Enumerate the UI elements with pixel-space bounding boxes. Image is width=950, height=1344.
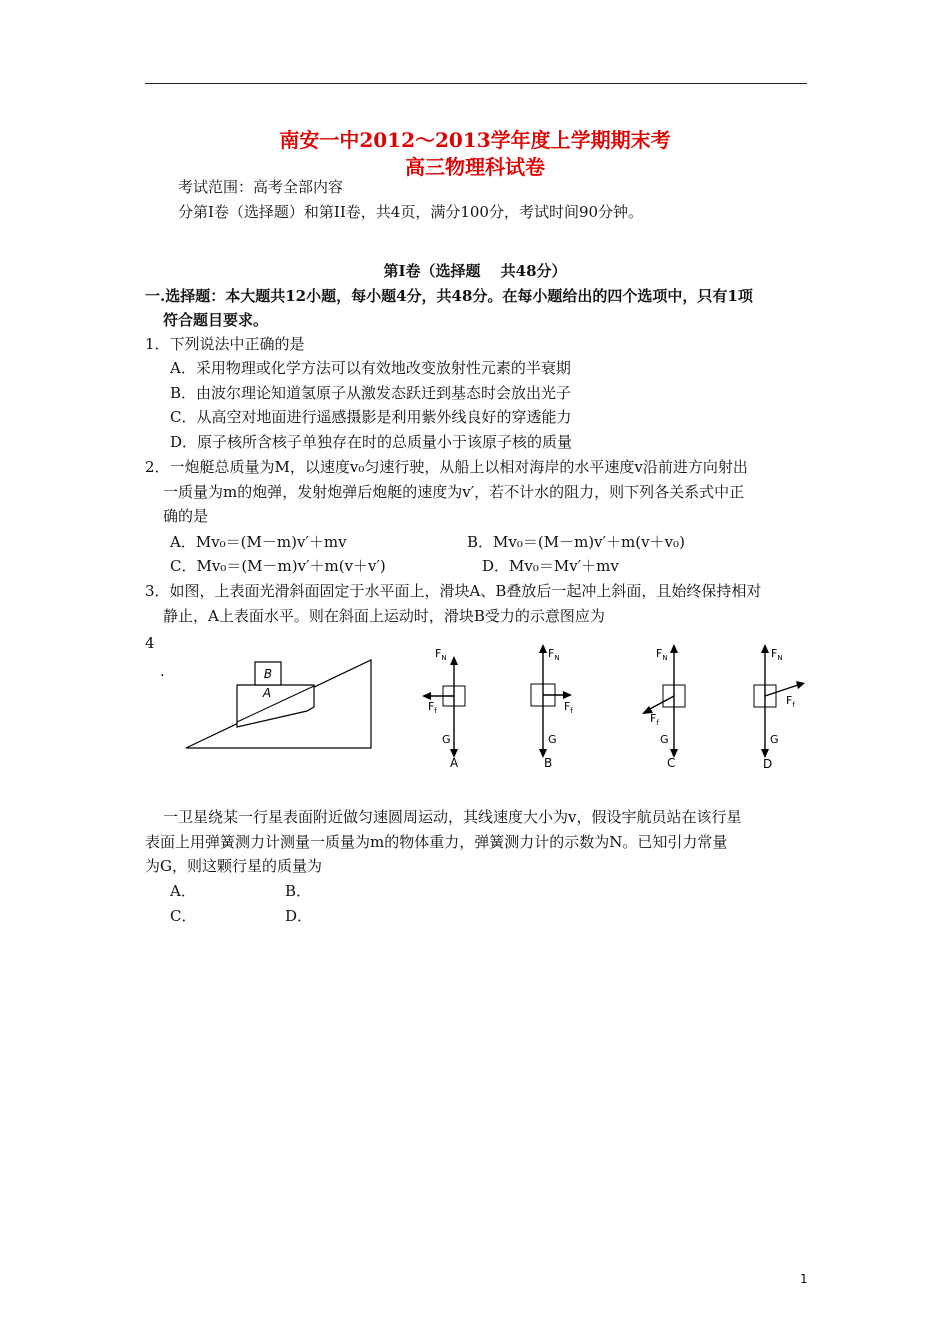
q1-option-d: D．原子核所含核子单独存在时的总质量小于该原子核的质量 — [170, 433, 573, 451]
q3-stem: 3．如图，上表面光滑斜面固定于水平面上，滑块A、B叠放后一起冲上斜面，且始终保持相对 — [145, 582, 762, 600]
q4-option-c: C． — [170, 907, 197, 925]
ff-label-c: $F_f$ — [650, 712, 659, 727]
force-diagram-c — [642, 644, 685, 770]
friction-arrowhead-b — [563, 691, 572, 699]
exam-title: 南安一中2012～2013学年度上学期期末考 — [279, 128, 671, 152]
g-label-d: G — [770, 733, 779, 746]
ff-label-b: $F_f$ — [564, 700, 573, 715]
section-heading: 第I卷（选择题 共48分） — [383, 262, 567, 280]
q2-stem-cont: 一质量为m的炮弹，发射炮弹后炮艇的速度为v′，若不计水的阻力，则下列各关系式中正 — [163, 483, 745, 501]
page-number: 1 — [800, 1272, 808, 1286]
force-diagram-b — [531, 644, 573, 770]
normal-arrowhead-a — [450, 656, 458, 665]
q4-number: 4 — [145, 634, 155, 652]
exam-scope: 考试范围：高考全部内容 — [178, 178, 344, 196]
q4-stem: 一卫星绕某一行星表面附近做匀速圆周运动，其线速度大小为v，假设宇航员站在该行星 — [163, 808, 742, 826]
q1-stem: 1．下列说法中正确的是 — [145, 335, 305, 353]
q4-stem-cont: 表面上用弹簧测力计测量一质量为m的物体重力，弹簧测力计的示数为N。已知引力常量 — [145, 833, 728, 851]
q2-option-a: A．Mv₀＝(M－m)v′＋mv — [170, 533, 347, 551]
q1-option-a: A．采用物理或化学方法可以有效地改变放射性元素的半衰期 — [170, 359, 571, 377]
section-instructions-cont: 符合题目要求。 — [163, 311, 269, 329]
fn-label-a: $F_N$ — [435, 647, 447, 662]
exam-subtitle: 高三物理科试卷 — [405, 155, 545, 179]
g-label-c: G — [660, 733, 669, 746]
diagram-a-label: A — [450, 756, 459, 770]
block-b-label: B — [263, 667, 273, 681]
q4-number-dot: . — [160, 662, 165, 680]
exam-info: 分第I卷（选择题）和第II卷，共4页，满分100分，考试时间90分钟。 — [178, 203, 644, 221]
q4-stem-end: 为G，则这颗行星的质量为 — [145, 857, 322, 875]
fn-label-b: $F_N$ — [548, 647, 560, 662]
fn-label-c: $F_N$ — [656, 647, 668, 662]
fn-label-d: $F_N$ — [771, 647, 783, 662]
force-diagram-a — [422, 647, 465, 770]
header-rule — [145, 83, 807, 84]
diagram-b-label: B — [544, 756, 553, 770]
normal-arrowhead-c — [670, 644, 678, 653]
ff-label-a: $F_f$ — [428, 700, 437, 715]
diagram-c-label: C — [667, 756, 676, 770]
q2-option-d: D．Mv₀＝Mv′＋mv — [482, 557, 619, 575]
g-label-a: G — [442, 733, 451, 746]
force-diagram-d — [754, 644, 805, 771]
normal-arrowhead-d — [761, 644, 769, 653]
q2-stem-end: 确的是 — [163, 507, 209, 525]
q1-option-c: C．从高空对地面进行遥感摄影是利用紫外线良好的穿透能力 — [170, 408, 572, 426]
section-instructions: 一.选择题：本大题共12小题，每小题4分，共48分。在每小题给出的四个选项中，只有1项 — [145, 287, 753, 305]
diagram-d-label: D — [763, 757, 773, 771]
block-a-label: A — [262, 686, 272, 700]
friction-arrowhead-a — [422, 692, 431, 700]
g-label-b: G — [548, 733, 557, 746]
q4-option-d: D． — [285, 907, 313, 925]
q2-option-b: B．Mv₀＝(M－m)v′＋m(v＋v₀) — [467, 533, 685, 551]
q2-option-c: C．Mv₀＝(M－m)v′＋m(v＋v′) — [170, 557, 386, 575]
friction-force-d — [765, 685, 798, 696]
normal-arrowhead-b — [539, 644, 547, 653]
q4-option-a: A． — [170, 882, 196, 900]
q3-stem-cont: 静止，A上表面水平。则在斜面上运动时，滑块B受力的示意图应为 — [163, 607, 605, 625]
q2-stem: 2．一炮艇总质量为M，以速度v₀匀速行驶，从船上以相对海岸的水平速度v沿前进方向射出 — [145, 458, 748, 476]
q4-option-b: B． — [285, 882, 312, 900]
ff-label-d: $F_f$ — [786, 694, 795, 709]
q1-option-b: B．由波尔理论知道氢原子从激发态跃迁到基态时会放出光子 — [170, 384, 572, 402]
friction-arrowhead-d — [796, 681, 805, 689]
q3-figure — [180, 640, 840, 780]
friction-force-c — [648, 696, 674, 710]
